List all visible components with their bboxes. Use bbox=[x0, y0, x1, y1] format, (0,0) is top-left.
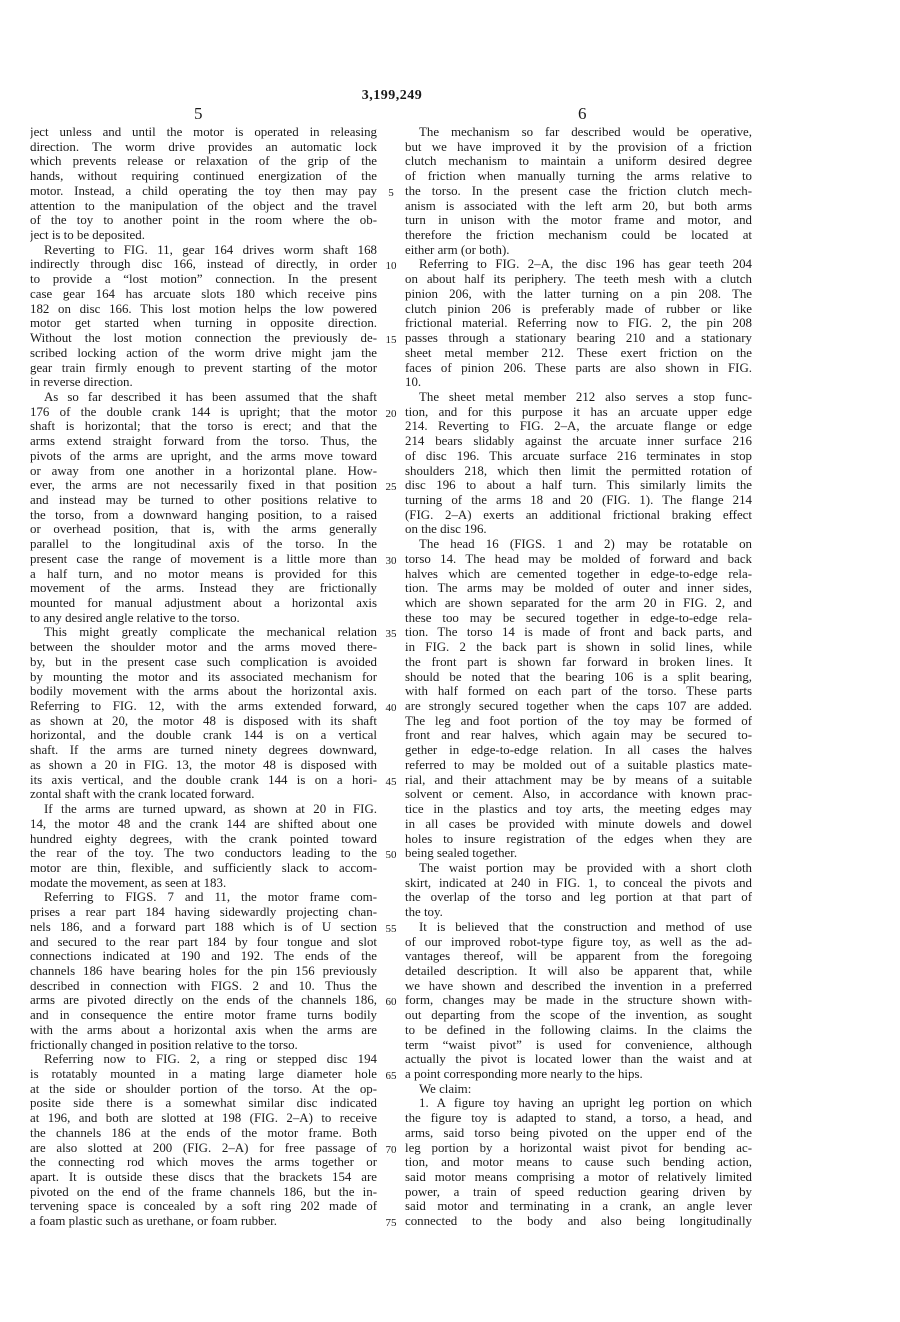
text-line: Referring to FIG. 12, with the arms extended forward, bbox=[30, 699, 377, 714]
text-line: clutch pinion 206 is preferably made of rubber or like bbox=[405, 301, 752, 316]
text-line: 182 on disc 166. This lost motion helps the low powered bbox=[30, 301, 377, 316]
text-line: leg portion by a horizontal waist pivot for bending ac- bbox=[405, 1140, 752, 1155]
text-line: the torso, from a downward hanging position, to a raised bbox=[30, 507, 377, 522]
text-line: rial, and their attachment may be by means of a suitable bbox=[405, 772, 752, 787]
text-line: which are shown separated for the arm 20 in FIG. 2, and bbox=[405, 596, 752, 610]
text-line: faces of pinion 206. These parts are also shown in FIG. bbox=[405, 360, 752, 375]
text-line: tervening space is concealed by a soft ring 202 made of bbox=[30, 1199, 377, 1214]
paragraph bbox=[30, 1052, 377, 1229]
text-line: horizontal, and the double crank 144 is on a vertical bbox=[30, 728, 377, 743]
text-line: 10. bbox=[405, 375, 422, 390]
text-line: motor get started when turning in opposite direction. bbox=[30, 316, 377, 331]
text-line: the rear of the toy. The two conductors leading to the bbox=[30, 846, 377, 861]
text-line: a point corresponding more nearly to the hips. bbox=[405, 1067, 643, 1081]
right-text-column bbox=[405, 125, 752, 1229]
text-line: in FIG. 2 the back part is shown in solid lines, while bbox=[405, 640, 752, 655]
text-line: pinion 206, with the latter turning on a pin 208. The bbox=[405, 286, 752, 301]
paragraph bbox=[405, 920, 752, 1082]
text-line: arms, said torso being pivoted on the upper end of the bbox=[405, 1125, 752, 1140]
text-line: Without the lost motion connection the previously de- bbox=[30, 331, 377, 346]
text-line: tion. The torso 14 is made of front and back parts, and bbox=[405, 625, 752, 640]
text-line: described in connection with FIGS. 2 and 10. Thus the bbox=[30, 978, 377, 993]
line-number: 65 bbox=[385, 1070, 397, 1083]
text-line: It is believed that the construction and method of use bbox=[419, 919, 752, 934]
text-line: but we have improved it by the provision of a friction bbox=[405, 139, 752, 154]
text-line: apart. It is outside these discs that the brackets 154 are bbox=[30, 1170, 377, 1185]
line-number: 60 bbox=[385, 996, 397, 1009]
text-line: by, but in the present case such complication is avoided bbox=[30, 654, 377, 669]
text-line: turning of the arms 18 and 20 (FIG. 1). The flange 214 bbox=[405, 492, 752, 507]
text-line: disc 196 to about a half turn. This similarly limits the bbox=[405, 478, 752, 493]
text-line: tion, and for this purpose it has an arcuate upper edge bbox=[405, 404, 752, 419]
paragraph bbox=[405, 390, 752, 537]
text-line: shaft is horizontal; that the torso is erect; and that the bbox=[30, 419, 377, 434]
text-line: solvent or cement. Also, in accordance with known prac- bbox=[405, 787, 752, 802]
text-line: said motor means comprising a motor of relatively limited bbox=[405, 1170, 752, 1185]
text-line: or overhead position, that is, with the arms generally bbox=[30, 522, 377, 537]
text-line: or away from one another in a horizontal plane. How- bbox=[30, 463, 377, 478]
paragraph bbox=[405, 257, 752, 389]
text-line: between the shoulder motor and the arms moved there- bbox=[30, 640, 377, 655]
paragraph bbox=[30, 890, 377, 1052]
text-line: The head 16 (FIGS. 1 and 2) may be rotatable on bbox=[419, 537, 752, 552]
text-line: 214 bears slidably against the arcuate inner surface 216 bbox=[405, 434, 752, 449]
text-line: is rotatably mounted in a mating large diameter hole bbox=[30, 1067, 377, 1081]
text-line: on about half its periphery. The teeth mesh with a clutch bbox=[405, 272, 752, 287]
text-line: nels 186, and a forward part 188 which is of U section bbox=[30, 919, 377, 934]
paragraph bbox=[30, 802, 377, 890]
text-line: front and rear halves, which again may be secured to- bbox=[405, 728, 752, 743]
text-line: We claim: bbox=[419, 1081, 472, 1096]
line-number: 35 bbox=[385, 628, 397, 641]
paragraph bbox=[30, 243, 377, 390]
text-line: scribed locking action of the worm drive might jam the bbox=[30, 345, 377, 360]
text-line: The mechanism so far described would be operative, bbox=[419, 125, 752, 139]
line-number: 15 bbox=[385, 334, 397, 347]
text-line: either arm (or both). bbox=[405, 242, 510, 257]
paragraph bbox=[30, 125, 377, 243]
line-number: 75 bbox=[385, 1217, 397, 1230]
text-line: arms are pivoted directly on the ends of the channels 186, bbox=[30, 993, 377, 1008]
paragraph bbox=[405, 861, 752, 920]
line-number: 70 bbox=[385, 1143, 397, 1156]
text-line: indirectly through disc 166, instead of directly, in order bbox=[30, 257, 377, 272]
text-line: we have shown and described the invention in a preferred bbox=[405, 978, 752, 993]
text-line: are strongly secured together when the caps 107 are added. bbox=[405, 699, 752, 714]
text-line: which prevents release or relaxation of the grip of the bbox=[30, 154, 377, 169]
text-line: This might greatly complicate the mechanical relation bbox=[44, 625, 377, 640]
text-line: term “waist pivot” is used for convenience, although bbox=[405, 1037, 752, 1052]
paragraph bbox=[30, 390, 377, 626]
text-line: detailed description. It will also be apparent that, while bbox=[405, 963, 752, 978]
text-line: with half formed on each part of the torso. These parts bbox=[405, 684, 752, 699]
text-line: sheet metal member 212. These exert friction on the bbox=[405, 345, 752, 360]
text-line: said motor and terminating in a crank, an angle lever bbox=[405, 1199, 752, 1214]
paragraph bbox=[405, 125, 752, 257]
paragraph bbox=[405, 1096, 752, 1228]
text-line: clutch mechanism to maintain a uniform desired degree bbox=[405, 154, 752, 169]
text-line: Referring to FIG. 2–A, the disc 196 has gear teeth 204 bbox=[419, 257, 752, 272]
text-line: Reverting to FIG. 11, gear 164 drives worm shaft 168 bbox=[44, 242, 377, 257]
text-line: tion, and motor means to cause such bending action, bbox=[405, 1155, 752, 1170]
line-number: 40 bbox=[385, 702, 397, 715]
text-line: out departing from the scope of the invention, as sought bbox=[405, 1008, 752, 1023]
line-number: 20 bbox=[385, 407, 397, 420]
text-line: should be noted that the bearing 106 is a split bearing, bbox=[405, 669, 752, 684]
text-line: and secured to the rear part 184 by four tongue and slot bbox=[30, 934, 377, 949]
text-line: anism is associated with the left arm 20, but both arms bbox=[405, 198, 752, 213]
line-number: 25 bbox=[385, 481, 397, 494]
text-line: prises a rear part 184 having sidewardly projecting chan- bbox=[30, 905, 377, 920]
text-line: modate the movement, as seen at 183. bbox=[30, 875, 227, 890]
text-line: bodily movement with the arms about the horizontal axis. bbox=[30, 684, 377, 699]
text-line: As so far described it has been assumed that the shaft bbox=[44, 389, 377, 404]
text-line: in all cases be provided with minute dowels and dowel bbox=[405, 816, 752, 831]
text-line: gear train firmly enough to prevent starting of the motor bbox=[30, 360, 377, 375]
text-line: and in consequence the entire motor frame turns bodily bbox=[30, 1008, 377, 1023]
text-line: turn in unison with the motor frame and motor, and bbox=[405, 213, 752, 228]
text-line: and instead may be turned to other positions relative to bbox=[30, 492, 377, 507]
text-line: with the arms about a horizontal axis when the arms are bbox=[30, 1022, 377, 1037]
text-line: of disc 196. This arcuate surface 216 terminates in stop bbox=[405, 448, 752, 463]
text-line: vantages thereof, will be apparent from the foregoing bbox=[405, 949, 752, 964]
text-line: the connecting rod which moves the arms together or bbox=[30, 1155, 377, 1170]
text-line: on the disc 196. bbox=[405, 522, 487, 537]
text-line: posite side there is a somewhat similar disc indicated bbox=[30, 1096, 377, 1111]
text-line: channels 186 have bearing holes for the pin 156 previously bbox=[30, 963, 377, 978]
patent-number: 3,199,249 bbox=[361, 88, 423, 103]
text-line: to be defined in the following claims. In the claims the bbox=[405, 1022, 752, 1037]
text-line: gether in edge-to-edge relation. In all cases the halves bbox=[405, 743, 752, 758]
text-line: Referring now to FIG. 2, a ring or stepped disc 194 bbox=[44, 1052, 377, 1067]
text-line: The sheet metal member 212 also serves a stop func- bbox=[419, 389, 752, 404]
paragraph bbox=[405, 1082, 752, 1097]
text-line: frictional material. Referring now to FIG. 2, the pin 208 bbox=[405, 316, 752, 331]
line-number: 5 bbox=[388, 186, 394, 199]
text-line: of friction when manually turning the arms relative to bbox=[405, 169, 752, 184]
text-line: as shown at 20, the motor 48 is disposed with its shaft bbox=[30, 713, 377, 728]
text-line: are also slotted at 200 (FIG. 2–A) for free passage of bbox=[30, 1140, 377, 1155]
text-line: the front part is shown far forward in broken lines. It bbox=[405, 654, 752, 669]
line-number: 30 bbox=[385, 554, 397, 567]
text-line: The waist portion may be provided with a short cloth bbox=[419, 860, 752, 875]
text-line: the channels 186 at the ends of the motor frame. Both bbox=[30, 1125, 377, 1140]
text-line: 1. A figure toy having an upright leg portion on which bbox=[419, 1096, 752, 1111]
right-column-number: 6 bbox=[578, 104, 587, 123]
text-line: connected to the body and also being longitudinally bbox=[405, 1214, 752, 1229]
text-line: by mounting the motor and its associated mechanism for bbox=[30, 669, 377, 684]
paragraph bbox=[30, 625, 377, 802]
text-line: actually the pivot is located lower than the waist and at bbox=[405, 1052, 752, 1067]
text-line: a half turn, and no motor means is provided for this bbox=[30, 566, 377, 581]
text-line: to provide a “lost motion” connection. In the present bbox=[30, 272, 377, 287]
text-line: as shown a 20 in FIG. 13, the motor 48 is disposed with bbox=[30, 757, 377, 772]
text-line: ject is to be deposited. bbox=[30, 228, 145, 243]
text-line: 14, the motor 48 and the crank 144 are shifted about one bbox=[30, 816, 377, 831]
line-number: 50 bbox=[385, 849, 397, 862]
text-line: ever, the arms are not necessarily fixed in that position bbox=[30, 478, 377, 493]
text-line: halves which are cemented together in edge-to-edge rela- bbox=[405, 566, 752, 581]
text-line: motor are thin, flexible, and sufficiently slack to accom- bbox=[30, 860, 377, 875]
text-line: 176 of the double crank 144 is upright; that the motor bbox=[30, 404, 377, 419]
left-column-number: 5 bbox=[194, 104, 203, 123]
text-line: hundred eighty degrees, with the crank pointed toward bbox=[30, 831, 377, 846]
text-line: case gear 164 has arcuate slots 180 which receive pins bbox=[30, 286, 377, 301]
text-line: mounted for manual adjustment about a horizontal axis bbox=[30, 596, 377, 610]
text-line: the figure toy is adapted to stand, a torso, a head, and bbox=[405, 1111, 752, 1126]
text-line: passes through a stationary bearing 210 and a stationary bbox=[405, 331, 752, 346]
text-line: therefore the friction mechanism could be located at bbox=[405, 228, 752, 243]
left-text-column bbox=[30, 125, 377, 1229]
text-line: movement of the arms. Instead they are frictionally bbox=[30, 581, 377, 596]
text-line: form, changes may be made in the structure shown with- bbox=[405, 993, 752, 1008]
text-line: its axis vertical, and the double crank 144 is on a hori- bbox=[30, 772, 377, 787]
text-line: the torso. In the present case the friction clutch mech- bbox=[405, 183, 752, 198]
text-line: pivots of the arms are upright, and the arms move toward bbox=[30, 448, 377, 463]
text-line: the toy. bbox=[405, 905, 443, 920]
text-line: these too may be secured together in edge-to-edge rela- bbox=[405, 610, 752, 625]
text-line: at the side or shoulder portion of the torso. At the op- bbox=[30, 1081, 377, 1096]
text-line: of our improved robot-type figure toy, as well as the ad- bbox=[405, 934, 752, 949]
text-line: 214. Reverting to FIG. 2–A, the arcuate flange or edge bbox=[405, 419, 752, 434]
text-line: connections indicated at 190 and 192. The ends of the bbox=[30, 949, 377, 964]
text-line: being sealed together. bbox=[405, 846, 518, 861]
line-number: 10 bbox=[385, 260, 397, 273]
text-line: a foam plastic such as urethane, or foam rubber. bbox=[30, 1214, 277, 1229]
text-line: power, a train of speed reduction gearing driven by bbox=[405, 1184, 752, 1199]
text-line: The leg and foot portion of the toy may be formed of bbox=[405, 713, 752, 728]
text-line: frictionally changed in position relative to the torso. bbox=[30, 1037, 298, 1052]
line-number: 55 bbox=[385, 922, 397, 935]
text-line: to any desired angle relative to the torso. bbox=[30, 610, 240, 625]
text-line: Referring to FIGS. 7 and 11, the motor frame com- bbox=[44, 890, 377, 905]
paragraph bbox=[405, 537, 752, 861]
text-line: ject unless and until the motor is operated in releasing bbox=[30, 125, 377, 139]
text-line: of the toy to another point in the room where the ob- bbox=[30, 213, 377, 228]
text-line: at 196, and both are slotted at 198 (FIG. 2–A) to receive bbox=[30, 1111, 377, 1126]
text-line: attention to the manipulation of the object and the travel bbox=[30, 198, 377, 213]
line-number: 45 bbox=[385, 775, 397, 788]
text-line: in reverse direction. bbox=[30, 375, 133, 390]
text-line: pivoted on the end of the frame channels 186, but the in- bbox=[30, 1184, 377, 1199]
text-line: the overlap of the torso and leg portion at that part of bbox=[405, 890, 752, 905]
text-line: arms extend straight forward from the torso. Thus, the bbox=[30, 434, 377, 449]
text-line: referred to may be molded out of a suitable plastics mate- bbox=[405, 757, 752, 772]
text-line: parallel to the longitudinal axis of the torso. In the bbox=[30, 537, 377, 552]
text-line: shaft. If the arms are turned ninety degrees downward, bbox=[30, 743, 377, 758]
text-line: If the arms are turned upward, as shown at 20 in FIG. bbox=[44, 802, 377, 817]
text-line: (FIG. 2–A) exerts an additional frictional braking effect bbox=[405, 507, 752, 522]
text-line: holes to insure registration of the edges when they are bbox=[405, 831, 752, 846]
text-line: tice in the plastics and toy arts, the meeting edges may bbox=[405, 802, 752, 817]
text-line: direction. The worm drive provides an automatic lock bbox=[30, 139, 377, 154]
text-line: shoulders 218, which then limit the permitted rotation of bbox=[405, 463, 752, 478]
text-line: torso 14. The head may be molded of forward and back bbox=[405, 551, 752, 566]
text-line: motor. Instead, a child operating the toy then may pay bbox=[30, 183, 377, 198]
text-line: zontal shaft with the crank located forward. bbox=[30, 787, 255, 802]
text-line: present case the range of movement is a little more than bbox=[30, 551, 377, 566]
text-line: hands, without requiring continued energization of the bbox=[30, 169, 377, 184]
text-line: skirt, indicated at 240 in FIG. 1, to conceal the pivots and bbox=[405, 875, 752, 890]
text-line: tion. The arms may be molded of outer and inner sides, bbox=[405, 581, 752, 596]
